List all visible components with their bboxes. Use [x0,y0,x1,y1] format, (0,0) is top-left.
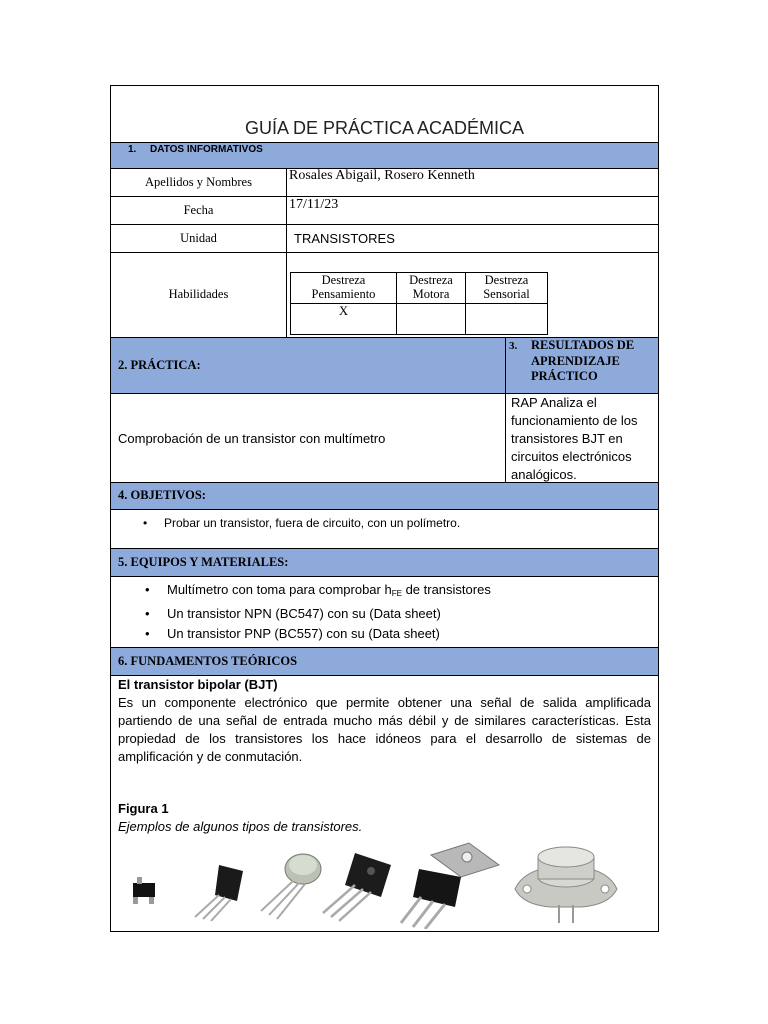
skill-header-pensamiento: Destreza Pensamiento [291,273,397,304]
label-habilidades: Habilidades [168,287,229,301]
equipo-item-1-prefix: Multímetro con toma para comprobar h [167,582,392,597]
section-4-title: 4. OBJETIVOS: [118,488,206,502]
section-1-header [111,142,658,169]
skills-table [290,272,548,335]
transistor-figure [111,841,658,931]
skill-mark-pensamiento: X [291,304,397,335]
to126-transistor-icon [311,847,401,923]
section-3-number: 3. [509,340,518,352]
section-6-header [111,647,658,676]
equipo-item-2: • Un transistor NPN (BC547) con su (Data sheet) [111,604,491,624]
equipos-list [111,580,491,644]
skill-header-sensorial: Destreza Sensorial [466,273,548,304]
equipo-item-1-suffix: de transistores [401,582,491,597]
label-unidad: Unidad [180,231,217,245]
section-6-title: 6. FUNDAMENTOS TEÓRICOS [118,654,298,668]
section-3-title: RESULTADOS DE APRENDIZAJE PRÁCTICO [531,338,635,383]
equipo-item-3: • Un transistor PNP (BC557) con su (Data sheet) [111,624,491,644]
value-apellidos: Rosales Abigail, Rosero Kenneth [289,168,475,183]
document-frame [110,85,659,932]
fundamentos-subtitle: El transistor bipolar (BJT) [118,677,278,692]
objetivos-list [111,516,460,530]
to3-transistor-icon [511,843,621,929]
practica-text: Comprobación de un transistor con multímetro [118,431,386,446]
figure-label: Figura 1 [118,801,169,816]
equipo-item-1-sub: FE [391,589,402,598]
resultados-text: RAP Analiza el funcionamiento de los transistores BJT en circuitos electrónicos analógicos. [511,395,638,482]
smd-transistor-icon [129,877,161,907]
skill-mark-motora [397,304,466,335]
equipo-item-1 [111,580,491,604]
objetivo-item: • Probar un transistor, fuera de circuito, con un polímetro. [111,516,460,530]
figure-caption: Ejemplos de algunos tipos de transistores. [118,819,363,834]
fundamentos-paragraph: Es un componente electrónico que permite obtener una señal de salida amplificada partiendo de una señal de entrada mucho más débil y de similares características. Esta propiedad de los transistores los hace idóneos para el desarrollo de sistemas de amplificación y de conmutación. [118,695,651,764]
label-fecha: Fecha [183,203,214,217]
section-5-title: 5. EQUIPOS Y MATERIALES: [118,555,289,569]
skill-header-motora: Destreza Motora [397,273,466,304]
to92-transistor-icon [181,861,251,921]
to220-transistor-icon [391,841,501,929]
section-3-header [505,337,658,394]
skill-mark-sensorial [466,304,548,335]
value-fecha: 17/11/23 [289,197,339,212]
section-2-title: 2. PRÁCTICA: [118,358,201,372]
section-2-header [111,337,505,394]
section-4-header [111,482,658,510]
section-1-number: 1. [128,144,137,155]
page-title: GUÍA DE PRÁCTICA ACADÉMICA [244,118,525,138]
label-apellidos: Apellidos y Nombres [145,175,252,189]
section-1-title: DATOS INFORMATIVOS [150,144,263,155]
section-5-header [111,548,658,577]
value-unidad: TRANSISTORES [294,231,395,246]
